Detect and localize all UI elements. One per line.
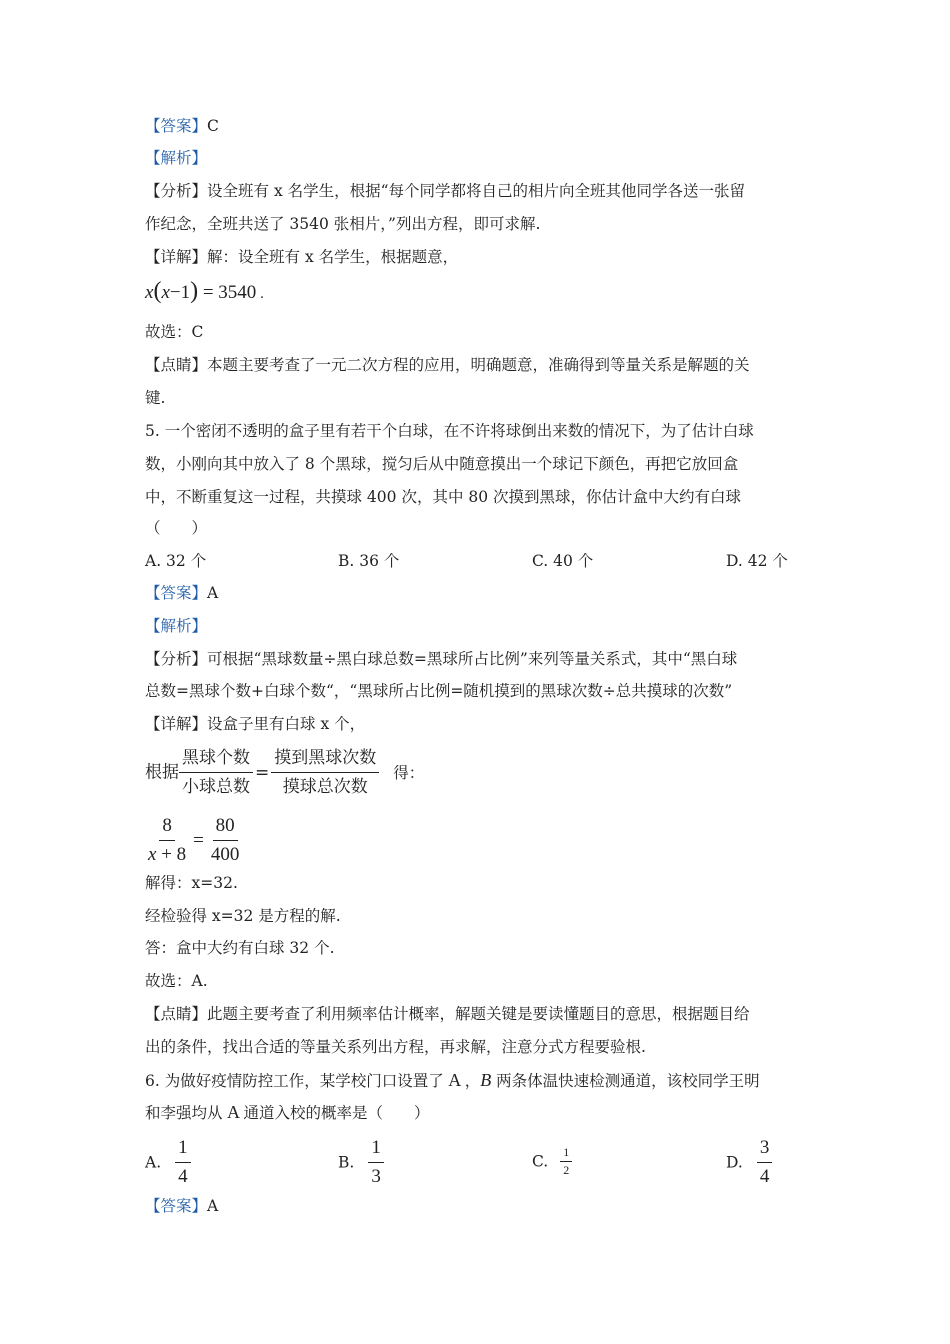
q5-option-a: A. 32 个 — [145, 552, 207, 570]
q5-reply: 答：盒中大约有白球 32 个. — [145, 939, 335, 957]
q6-option-c: C. $\frac{1}{2}$ — [532, 1146, 572, 1177]
q5-detail: 【详解】设盒子里有白球 x 个， — [145, 715, 366, 733]
q5-option-b: B. 36 个 — [338, 552, 400, 570]
answer-tag: 【答案】 — [145, 1197, 208, 1215]
q5-stem-line1: 5. 一个密闭不透明的盒子里有若干个白球，在不许将球倒出来数的情况下，为了估计白球 — [145, 422, 754, 440]
q5-ratio-line: 根据 $\frac{\text{黑球个数}}{\text{小球总数}}$ = $\frac{\text{摸到黑球次数}}{\text{摸球总次数}}$ 得： — [145, 748, 425, 797]
q5-equation: $\frac{8}{x + 8}$ = $\frac{80}{400}$ — [145, 814, 242, 867]
q5-comment-line2: 出的条件，找出合适的等量关系列出方程，再求解，注意分式方程要验根. — [145, 1038, 646, 1056]
q4-choose: 故选：C — [145, 323, 204, 341]
q5-option-d: D. 42 个 — [726, 552, 788, 570]
q4-answer — [145, 115, 219, 137]
q6-stem-line1: 6. 为做好疫情防控工作，某学校门口设置了 A ，B 两条体温快速检测通道，该校同学王明 — [145, 1070, 760, 1090]
q5-analysis-tag: 【解析】 — [145, 617, 208, 635]
q5-choose: 故选：A. — [145, 972, 208, 990]
q5-answer — [145, 582, 218, 604]
detail-tag: 【详解】 — [145, 248, 208, 266]
fenxi-tag: 【分析】 — [145, 650, 208, 668]
q6-stem-line2: 和李强均从 A 通道入校的概率是（ ） — [145, 1102, 430, 1122]
q5-stem-line3: 中，不断重复这一过程，共摸球 400 次，其中 80 次摸到黑球，你估计盒中大约有白球 — [145, 488, 742, 506]
eq-right-fraction: $\frac{80}{400}$ — [210, 815, 240, 865]
comment-tag: 【点睛】 — [145, 1005, 208, 1023]
fenxi-text: 设全班有 x 名学生，根据“每个同学都将自己的相片向全班其他同学各送一张留 — [207, 182, 746, 200]
eq-left-fraction: $\frac{8}{x + 8}$ — [148, 815, 187, 865]
ratio-left-fraction: $\frac{\text{黑球个数}}{\text{小球总数}}$ — [179, 746, 253, 799]
q5-fenxi-line2: 总数=黑球个数+白球个数“，“黑球所占比例=随机摸到的黑球次数÷总共摸球的次数” — [145, 682, 733, 700]
answer-tag: 【答案】 — [145, 117, 208, 135]
detail-tag: 【详解】 — [145, 715, 208, 733]
q5-comment-line1: 【点睛】此题主要考查了利用频率估计概率，解题关键是要读懂题目的意思，根据题目给 — [145, 1005, 750, 1023]
q4-detail — [145, 246, 458, 268]
q6-option-d: D. $\frac{3}{4}$ — [726, 1136, 772, 1189]
answer-value: C — [207, 117, 219, 135]
q4-comment-line2: 键. — [145, 389, 166, 407]
q6-option-a: A. $\frac{1}{4}$ — [145, 1136, 191, 1189]
fenxi-tag: 【分析】 — [145, 182, 208, 200]
q4-fenxi-line1 — [145, 180, 745, 202]
answer-tag: 【答案】 — [145, 584, 208, 602]
q4-fenxi-line2: 作纪念，全班共送了 3540 张相片，”列出方程，即可求解. — [145, 215, 541, 233]
comment-tag: 【点睛】 — [145, 356, 208, 374]
q4-comment-line1: 【点睛】本题主要考查了一元二次方程的应用，明确题意，准确得到等量关系是解题的关 — [145, 356, 750, 374]
detail-text: 解：设全班有 x 名学生，根据题意， — [207, 248, 459, 266]
q5-stem-line4: （ ） — [145, 519, 208, 537]
q5-check: 经检验得 x=32 是方程的解. — [145, 907, 341, 925]
q4-equation: x(x−1) = 3540 . — [145, 278, 264, 304]
ratio-right-fraction: $\frac{\text{摸到黑球次数}}{\text{摸球总次数}}$ — [271, 746, 379, 799]
q6-option-b: B. $\frac{1}{3}$ — [338, 1136, 384, 1189]
answer-value: A — [207, 584, 219, 602]
q5-option-c: C. 40 个 — [532, 552, 594, 570]
q6-answer — [145, 1195, 218, 1217]
q5-stem-line2: 数，小刚向其中放入了 8 个黑球，搅匀后从中随意摸出一个球记下颜色，再把它放回盒 — [145, 455, 739, 473]
q4-analysis-tag: 【解析】 — [145, 149, 208, 167]
q5-solve: 解得：x=32. — [145, 874, 238, 892]
q5-fenxi-line1: 【分析】可根据“黑球数量÷黑白球总数=黑球所占比例”来列等量关系式，其中“黑白球 — [145, 650, 738, 668]
answer-value: A — [207, 1197, 219, 1215]
